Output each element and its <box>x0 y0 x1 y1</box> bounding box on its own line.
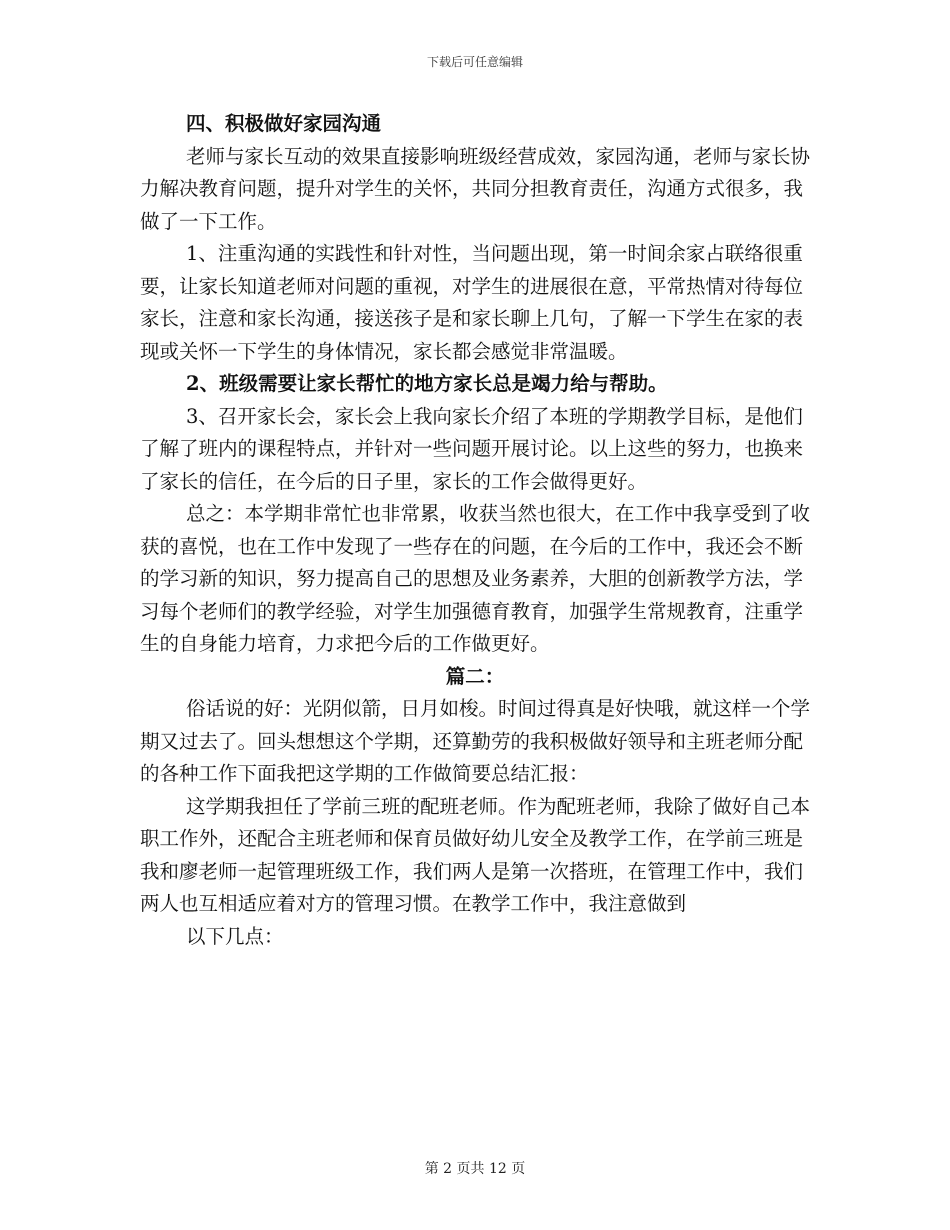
page-footer: 第 2 页共 12 页 <box>424 1161 526 1177</box>
document-body <box>140 108 810 953</box>
part-heading: 篇二： <box>445 664 505 688</box>
paragraph: 老师与家长互动的效果直接影响班级经营成效，家园沟通，老师与家长协力解决教育问题，提升对学生的关怀，共同分担教育责任，沟通方式很多，我做了一下工作。 <box>140 144 811 233</box>
page-header: 下载后可任意编辑 <box>426 55 523 69</box>
paragraph: 1、注重沟通的实践性和针对性，当问题出现，第一时间余家占联络很重要，让家长知道老师对问题的重视，对学生的进展很在意，平常热情对待每位家长，注意和家长沟通，接送孩子是和家长聊上几句，了解一下学生在家的表现或关怀一下学生的身体情况，家长都会感觉非常温暖。 <box>140 242 804 363</box>
section-heading: 四、积极做好家园沟通 <box>186 112 382 135</box>
paragraph: 这学期我担任了学前三班的配班老师。作为配班老师，我除了做好自己本职工作外，还配合主班老师和保育员做好幼儿安全及教学工作，在学前三班是我和廖老师一起管理班级工作，我们两人是第一次搭班，在管理工作中，我们两人也互相适应着对方的管理习惯。在教学工作中，我注意做到 <box>140 794 811 915</box>
paragraph: 以下几点： <box>186 924 284 948</box>
paragraph: 俗话说的好：光阴似箭，日月如梭。时间过得真是好快哦，就这样一个学期又过去了。回头想想这个学期，还算勤劳的我积极做好领导和主班老师分配的各种工作下面我把这学期的工作做简要总结汇报： <box>140 697 811 785</box>
paragraph: 3、召开家长会，家长会上我向家长介绍了本班的学期教学目标，是他们了解了班内的课程特点，并针对一些问题开展讨论。以上这些的努力，也换来了家长的信任，在今后的日子里，家长的工作会做得更好。 <box>140 404 804 493</box>
paragraph: 总之：本学期非常忙也非常累，收获当然也很大，在工作中我享受到了收获的喜悦，也在工作中发现了一些存在的问题，在今后的工作中，我还会不断的学习新的知识，努力提高自己的思想及业务素养，大胆的创新教学方法，学习每个老师们的教学经验，对学生加强德育教育，加强学生常规教育，注重学生的自身能力培育，力求把今后的工作做更好。 <box>140 502 811 655</box>
paragraph-bold: 2、班级需要让家长帮忙的地方家长总是竭力给与帮助。 <box>186 372 668 395</box>
